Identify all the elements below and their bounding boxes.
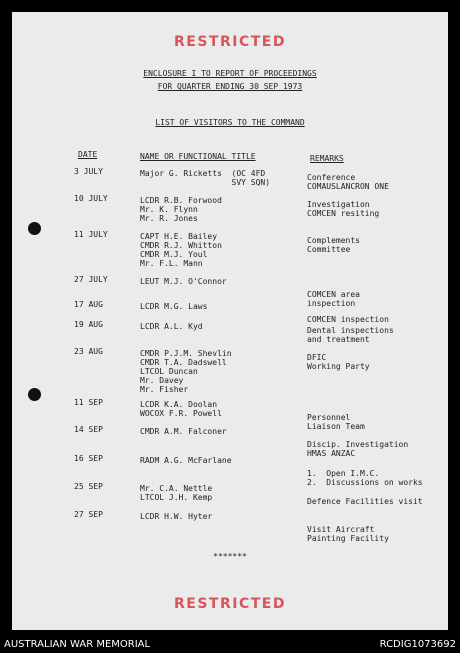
visitor-name: Mr. Davey <box>140 376 184 385</box>
visit-remark: Visit Aircraft <box>307 525 375 534</box>
visitor-name: RADM A.G. McFarlane <box>140 456 232 465</box>
visit-date: 17 AUG <box>74 300 103 309</box>
visit-remark: COMCEN area <box>307 290 360 299</box>
visitor-name: LCDR K.A. Doolan <box>140 400 218 409</box>
list-title: LIST OF VISITORS TO THE COMMAND <box>155 118 305 127</box>
visit-remark: Liaison Team <box>307 422 365 431</box>
visit-date: 11 JULY <box>74 230 108 239</box>
visit-remark: 2. Discussions on works <box>307 478 423 487</box>
enclosure-line-1: ENCLOSURE I TO REPORT OF PROCEEDINGS <box>143 69 317 78</box>
visit-remark: Painting Facility <box>307 534 389 543</box>
visitor-name: CMDR P.J.M. Shevlin <box>140 349 232 358</box>
column-header-date: DATE <box>78 150 98 159</box>
punch-hole-top <box>28 222 41 235</box>
visitor-name: LCDR A.L. Kyd <box>140 322 203 331</box>
visitor-name: Mr. C.A. Nettle <box>140 484 213 493</box>
column-header-remarks: REMARKS <box>310 154 344 163</box>
enclosure-line-2: FOR QUARTER ENDING 30 SEP 1973 <box>157 82 303 91</box>
visitor-name: CAPT H.E. Bailey <box>140 232 218 241</box>
punch-hole-bottom <box>28 388 41 401</box>
visit-remark: 1. Open I.M.C. <box>307 469 380 478</box>
visit-remark: and treatment <box>307 335 370 344</box>
visit-date: 25 SEP <box>74 482 103 491</box>
visit-remark: HMAS ANZAC <box>307 449 356 458</box>
visitor-name: LCDR M.G. Laws <box>140 302 208 311</box>
visitor-name: Mr. F.L. Mann <box>140 259 203 268</box>
visit-remark: Personnel <box>307 413 351 422</box>
visit-remark: Discip. Investigation <box>307 440 409 449</box>
visit-date: 27 JULY <box>74 275 108 284</box>
visitor-name: CMDR M.J. Youl <box>140 250 208 259</box>
visitor-name: LEUT M.J. O'Connor <box>140 277 227 286</box>
visitor-name: CMDR T.A. Dadswell <box>140 358 227 367</box>
visit-date: 3 JULY <box>74 167 103 176</box>
visit-remark: Committee <box>307 245 351 254</box>
visitor-name: Mr. K. Flynn <box>140 205 198 214</box>
visit-remark: Working Party <box>307 362 370 371</box>
visit-date: 23 AUG <box>74 347 103 356</box>
footer-source: AUSTRALIAN WAR MEMORIAL <box>4 639 151 650</box>
column-header-name: NAME OR FUNCTIONAL TITLE <box>140 152 256 161</box>
visit-remark: inspection <box>307 299 356 308</box>
visit-remark: Conference <box>307 173 356 182</box>
visit-remark: Investigation <box>307 200 370 209</box>
visitor-name: CMDR R.J. Whitton <box>140 241 222 250</box>
restricted-stamp-top: RESTRICTED <box>174 34 286 50</box>
visit-date: 19 AUG <box>74 320 103 329</box>
visit-date: 11 SEP <box>74 398 103 407</box>
visit-remark: COMCEN inspection <box>307 315 389 324</box>
visit-remark: Dental inspections <box>307 326 394 335</box>
visitor-name: Mr. Fisher <box>140 385 189 394</box>
restricted-stamp-bottom: RESTRICTED <box>174 596 286 612</box>
visitor-name: LCDR H.W. Hyter <box>140 512 213 521</box>
visitor-name: SVY SQN) <box>140 178 271 187</box>
visitor-name: Major G. Ricketts (OC 4FD <box>140 169 266 178</box>
archive-footer <box>0 634 460 653</box>
visitor-name: CMDR A.M. Falconer <box>140 427 227 436</box>
document-page <box>12 12 448 630</box>
visit-remark: COMCEN resiting <box>307 209 380 218</box>
visit-remark: COMAUSLANCRON ONE <box>307 182 389 191</box>
visit-date: 16 SEP <box>74 454 103 463</box>
visit-date: 27 SEP <box>74 510 103 519</box>
footer-id: RCDIG1073692 <box>379 639 456 650</box>
visitor-name: LCDR R.B. Forwood <box>140 196 222 205</box>
visit-remark: DFIC <box>307 353 327 362</box>
visitor-name: LTCOL Duncan <box>140 367 198 376</box>
visitor-name: WOCOX F.R. Powell <box>140 409 222 418</box>
visitor-name: Mr. R. Jones <box>140 214 198 223</box>
visit-remark: Defence Facilities visit <box>307 497 423 506</box>
end-marker: ******* <box>213 552 247 561</box>
visit-remark: Complements <box>307 236 360 245</box>
visitor-name: LTCOL J.H. Kemp <box>140 493 213 502</box>
visit-date: 14 SEP <box>74 425 103 434</box>
visit-date: 10 JULY <box>74 194 108 203</box>
